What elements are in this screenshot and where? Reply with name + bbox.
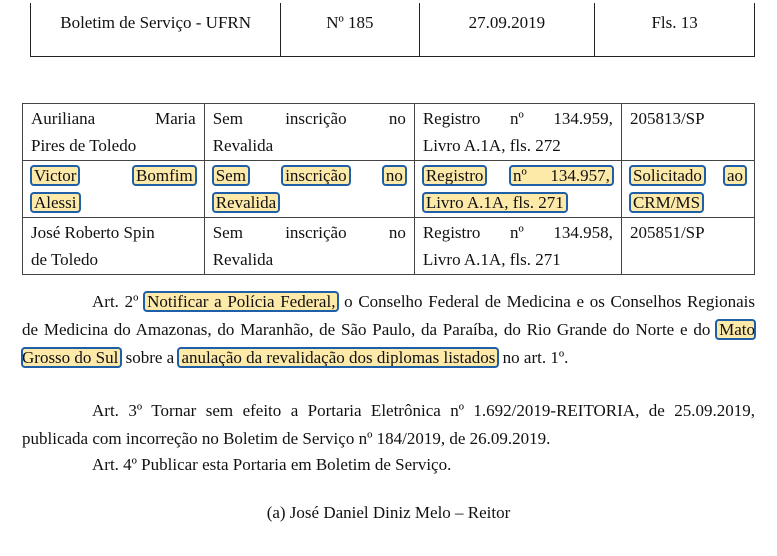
highlighted-word[interactable]: Registro [423, 166, 487, 185]
registry-cell: Registro nº 134.958, Livro A.1A, fls. 271 [414, 218, 621, 275]
highlighted-word[interactable]: Livro A.1A, fls. 271 [423, 193, 567, 212]
highlighted-word[interactable]: Alessi [31, 193, 80, 212]
status-cell [204, 161, 414, 218]
table-row [23, 218, 755, 275]
bulletin-page: Fls. 13 [595, 3, 755, 57]
highlighted-word[interactable]: inscrição [282, 166, 349, 185]
crm-cell: 205813/SP [621, 104, 754, 161]
highlighted-word[interactable]: Victor [31, 166, 79, 185]
highlighted-word[interactable]: ao [724, 166, 746, 185]
crm-cell: 205851/SP [621, 218, 754, 275]
article-2: Art. 2º Notificar a Polícia Federal, o Conselho Federal de Medicina e os Conselhos Regionais de Medicina do Amazonas, do Maranhão, de São Paulo, da Paraíba, do Rio Grande do Norte e do Mato Grosso do Sul sobre a anulação da revalidação dos diplomas listados no art. 1º. [22, 292, 756, 367]
registry-cell: Registro nº 134.959, Livro A.1A, fls. 272 [414, 104, 621, 161]
graduates-table [22, 103, 755, 275]
status-cell: Sem inscrição no Revalida [204, 218, 414, 275]
signature: (a) José Daniel Diniz Melo – Reitor [266, 503, 511, 522]
highlight-notify-police[interactable]: Notificar a Polícia Federal, [144, 292, 338, 311]
highlight-annulment[interactable]: anulação da revalidação dos diplomas listados [178, 348, 498, 367]
table-row [23, 161, 755, 218]
status-cell: Sem inscrição no Revalida [204, 104, 414, 161]
highlighted-word[interactable]: Solicitado [630, 166, 705, 185]
name-cell: José Roberto Spin de Toledo [23, 218, 205, 275]
crm-cell [621, 161, 754, 218]
highlight-mato-grosso-do-sul[interactable]: Mato Grosso do Sul [22, 320, 755, 367]
highlighted-word[interactable]: no [383, 166, 406, 185]
bulletin-number: Nº 185 [281, 3, 419, 57]
registry-cell [414, 161, 621, 218]
article-3: Art. 3º Tornar sem efeito a Portaria Eletrônica nº 1.692/2019-REITORIA, de 25.09.2019, publicada com incorreção no Boletim de Serviço nº 184/2019, de 26.09.2019. [22, 401, 755, 448]
highlighted-word[interactable]: Sem [213, 166, 249, 185]
article-4: Art. 4º Publicar esta Portaria em Boletim de Serviço. [92, 455, 452, 474]
highlighted-word[interactable]: CRM/MS [630, 193, 703, 212]
highlighted-word[interactable]: Revalida [213, 193, 279, 212]
bulletin-title: Boletim de Serviço - UFRN [31, 3, 281, 57]
name-cell: Auriliana Maria Pires de Toledo [23, 104, 205, 161]
highlighted-word[interactable]: nº 134.957, [510, 166, 613, 185]
name-cell [23, 161, 205, 218]
bulletin-date: 27.09.2019 [419, 3, 595, 57]
highlighted-word[interactable]: Bomfim [133, 166, 196, 185]
table-row [23, 104, 755, 161]
header-table [30, 3, 755, 57]
